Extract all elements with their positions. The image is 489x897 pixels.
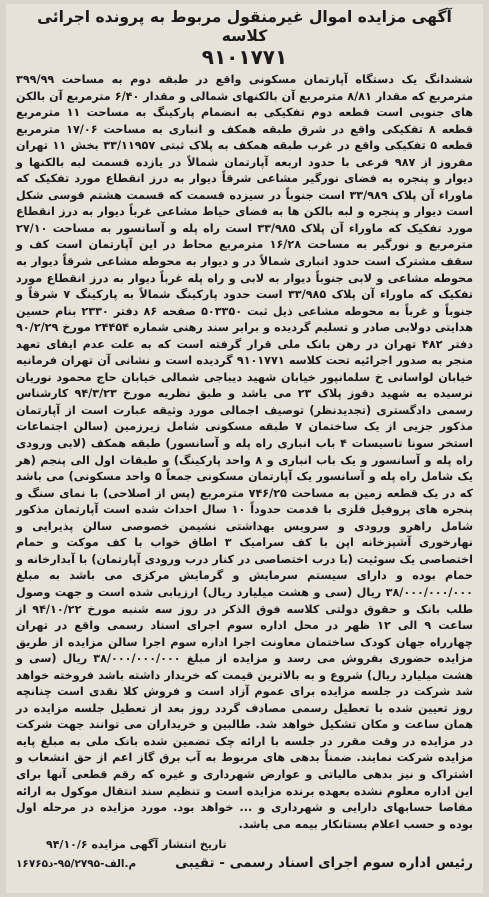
reference-code: ۱۶۷۶۵م.الف-۹۵/۲۷۹۵-د: [16, 858, 137, 871]
signature-row: [16, 856, 473, 872]
case-number: ۹۱۰۱۷۷۱: [201, 45, 288, 69]
publish-date: تاریخ انتشار آگهی مزایده ۹۴/۱۰/۶: [46, 838, 227, 852]
notice-title: آگهی مزایده اموال غیرمنقول مربوط به پرونده اجرائی کلاسه: [37, 8, 452, 45]
notice-footer: [16, 837, 473, 872]
notice-body: ششدانگ یک دستگاه آپارتمان مسکونی واقع در طبقه دوم به مساحت ۳۹۹/۹۹ مترمربع که مقدار ۸/۸۱ مترمربع آن بالکنهای شمالی و مقدار ۶/۴۰ مترمربع آن بالکن های جنوبی است قطعه دوم تفکیکی به انضمام پارکینگ به مساحت ۱۱ مترمربع قطعه ۸ تفکیکی واقع در شرق طبقه همکف و انباری به مساحت ۱۷/۰۶ مترمربع قطعه ۵ تفکیکی واقع در غرب طبقه همکف به پلاک ثبتی ۳۳/۱۱۹۵۷ بخش ۱۱ تهران مفروز از ۹۸۷ فرعی با حدود اربعه آپارتمان شمالاً در یازده قسمت لبه بالکنها و دیوار و پنجره به فضای نورگیر مشاعی شرقاً دیوار به درز انقطاع مورد تفکیک که ماوراء آن پلاک ۳۳/۹۸۹ است جنوباً در سیزده قسمت که قسمت هشتم قوسی شکل است دیوار و پنجره و لبه بالکن ها به فضای حیاط مشاعی غرباً دیوار به درز انقطاع مورد تفکیک که ماوراء آن پلاک ۳۳/۹۸۵ است راه پله و آسانسور به مساحت ۲۷/۱۰ مترمربع و نورگیر به مساحت ۱۶/۲۸ مترمربع محاط در این آپارتمان است کف و سقف مشترک است حدود انباری شمالاً در و دیوار به محوطه مشاعی شرقاً دیوار به محوطه مشاعی و لابی جنوباً دیوار به لابی و راه پله غرباً دیوار به درز انقطاع مورد تفکیک که ماوراء آن پلاک ۳۳/۹۸۵ است حدود پارکینگ شمالاً به پارکینگ ۷ شرقاً و جنوباً و غرباً به محوطه مشاعی ذیل ثبت ۵۰۳۳۵۰ صفحه ۸۶ دفتر ۲۳۳۰ بنام حسین هدایتی دولابی صادر و تسلیم گردیده و برابر سند رهنی شماره ۲۴۴۵۴ مورخ ۹۰/۲/۲۹ دفتر ۴۸۲ تهران در رهن بانک ملی قرار گرفته است که به علت عدم ایفای تعهد منجر به صدور اجرائیه تحت کلاسه ۹۱۰۱۷۷۱ گردیده است و نشانی آن تهران فرمانیه خیابان لواسانی خ سلمانپور خیابان شهید دیباجی شمالی خیابان حاج محمود نوریان نرسیده به شهید دقوز پلاک ۲۳ می باشد و طبق نظریه مورخ ۹۴/۳/۲۳ کارشناس رسمی دادگستری (تجدیدنظر) توصیف اجمالی مورد وثیقه عبارت است از آپارتمان مذکور جزیی از یک ساختمان ۷ طبقه مسکونی شامل زیرزمین (سالن اجتماعات استخر سونا تاسیسات ۴ باب انباری راه پله و آسانسور) طبقه همکف (لابی ورودی راه پله و آسانسور و یک باب انباری و ۸ واحد پارکینگ) و طبقات اول الی پنجم (هر یک شامل راه پله و آسانسور یک آپارتمان مسکونی جمعاً ۵ واحد مسکونی) می باشد که در یک قطعه زمین به مساحت ۷۴۶/۲۵ مترمربع (پس از اصلاحی) با نمای سنگ و پنجره های پروفیل فلزی با قدمت حدوداً ۱۰ سال احداث شده است آپارتمان مذکور شامل راهرو ورودی و سرویس بهداشتی نشیمن خصوصی سالن پذیرایی و نهارخوری آشپزخانه اپن با کف سرامیک ۳ اطاق خواب با کف موکت و حمام اختصاصی یک سوئیت (با درب اختصاصی در کنار درب ورودی آپارتمان) با آبدارخانه و حمام بوده و دارای سیستم سرمایش و گرمایش مرکزی می باشد به مبلغ ۳۸/۰۰۰/۰۰۰/۰۰۰ ریال (سی و هشت میلیارد ریال) ارزیابی شده است و جهت وصول طلب بانک و حقوق دولتی کلاسه فوق الذکر در روز سه شنبه مورخ ۹۴/۱۰/۲۲ از ساعت ۹ الی ۱۲ ظهر در محل اداره سوم اجرای اسناد رسمی واقع در تهران چهارراه جهان کودک ساختمان معاونت اجرا اداره سوم اجرا سالن مزایده از طریق مزایده حضوری بفروش می رسد و مزایده از مبلغ ۳۸/۰۰۰/۰۰۰/۰۰۰ ریال (سی و هشت میلیارد ریال) شروع و به بالاترین قیمت که خریدار داشته باشد فروخته خواهد شد شرکت در جلسه مزایده برای عموم آزاد است و فروش کلا نقدی است چنانچه روز تعیین شده با تعطیل رسمی مصادف گردد روز بعد از تعطیل جلسه مزایده در همان ساعت و مکان تشکیل خواهد شد. طالبین و خریداران می توانند جهت شرکت در مزایده در وقت مقرر در جلسه با ارائه چک تضمین شده بانک ملی به مبلغ پایه مزایده شرکت نمایند. ضمناً بدهی های مربوط به آب برق گاز اعم از حق انشعاب و اشتراک و نیز بدهی مالیاتی و عوارض شهرداری و غیره که رقم قطعی آنها برای این اداره معلوم نشده بعهده برنده مزایده است و تنظیم سند انتقال موکول به ارائه مفاصا حسابهای دارایی و شهرداری و ... خواهد بود. مورد مزایده در مرحله اول بوده و حسب اعلام بستانکار بیمه می باشد.: [16, 73, 474, 831]
newspaper-clipping: [6, 4, 483, 893]
signatory: رئیس اداره سوم اجرای اسناد رسمی - تقیبی: [175, 855, 473, 872]
